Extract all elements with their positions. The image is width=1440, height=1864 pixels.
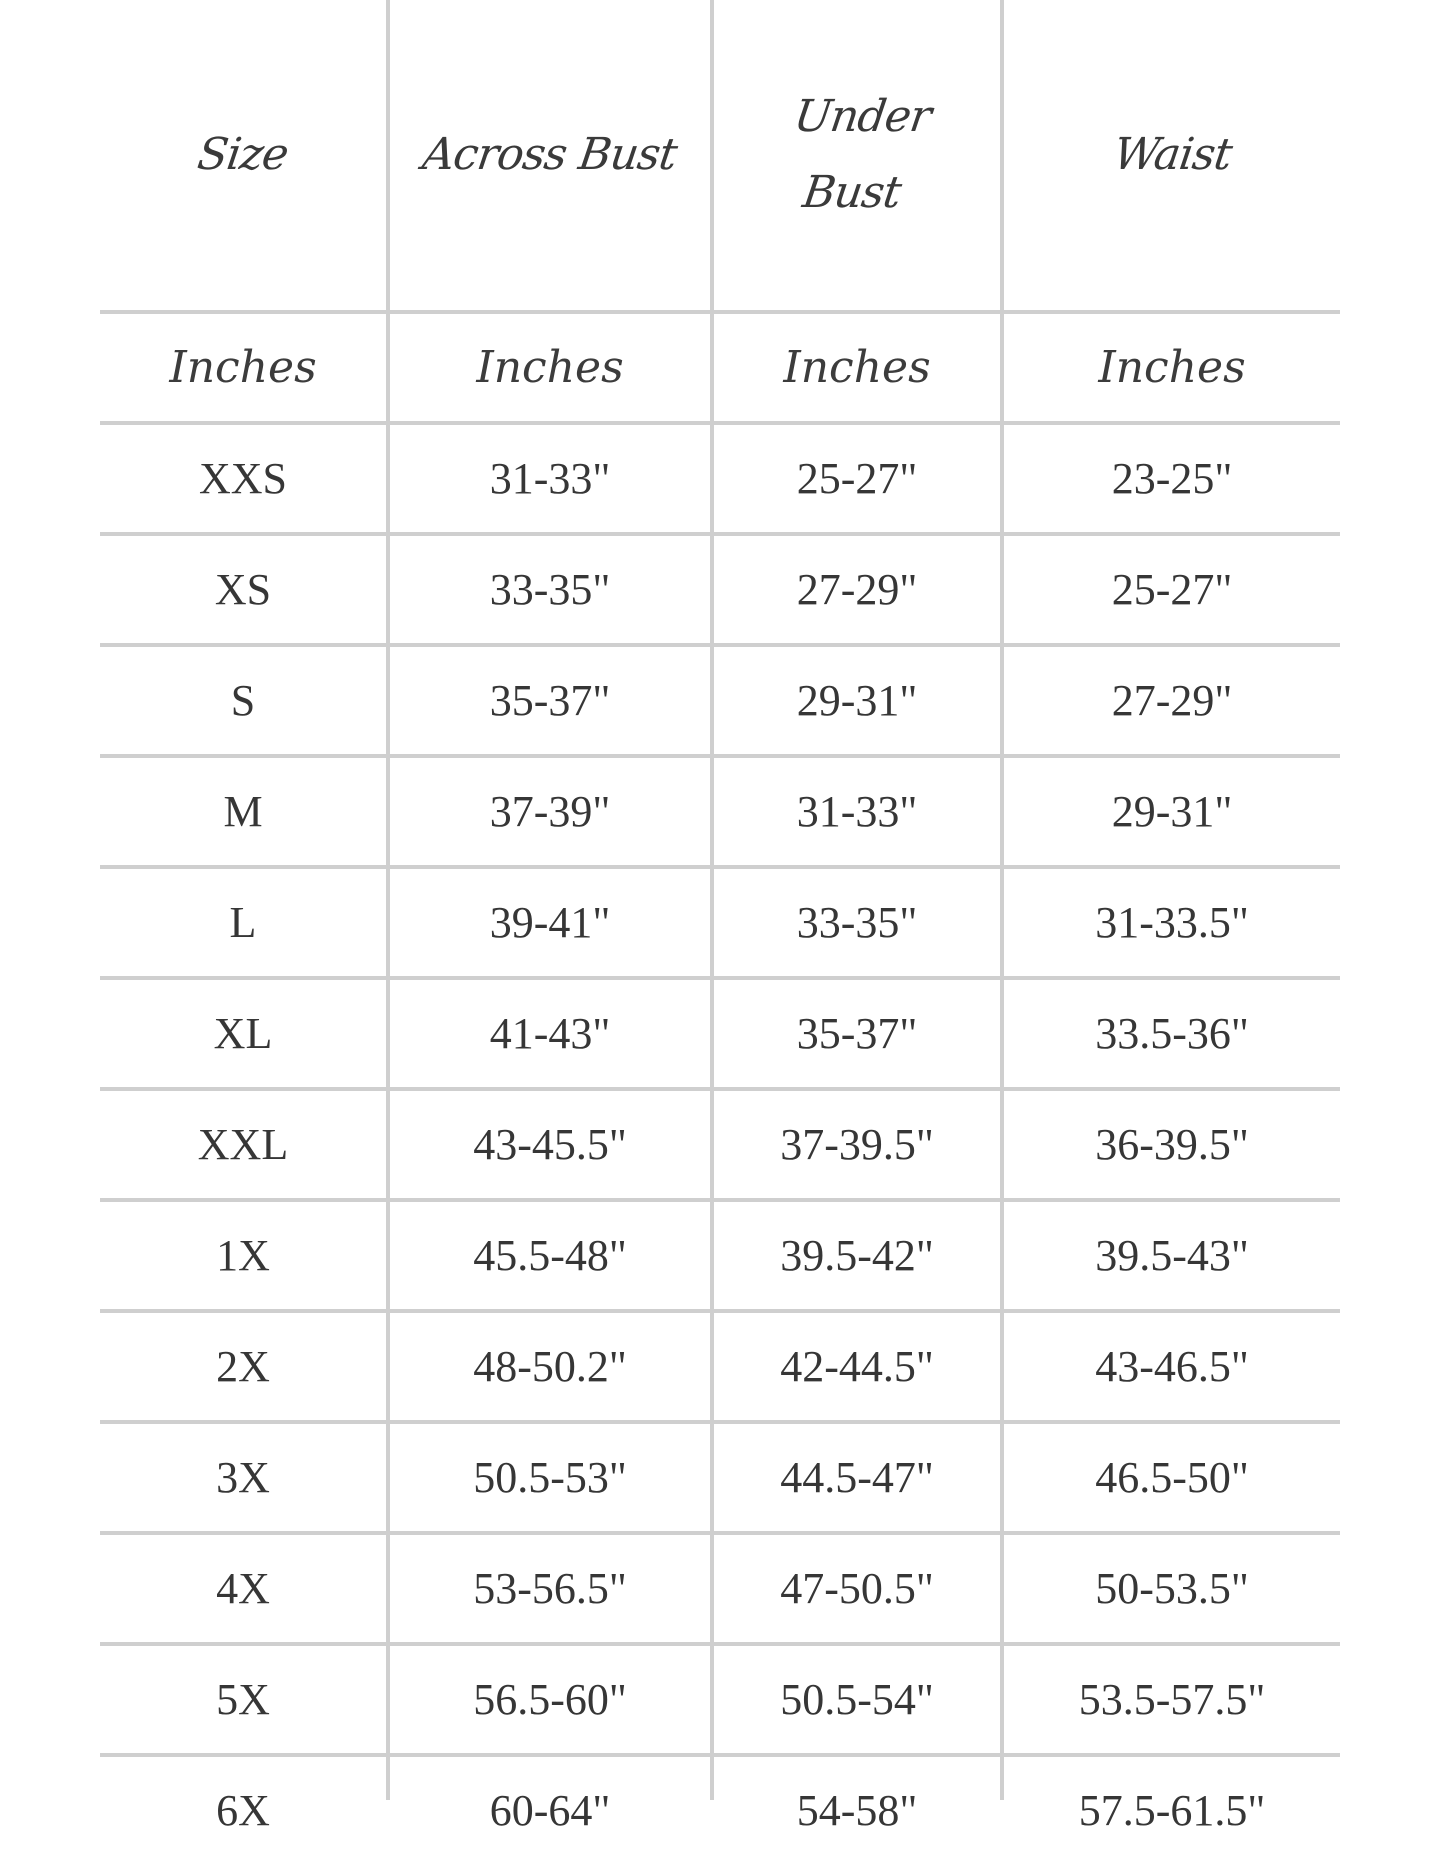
header-waist [1004,0,1340,310]
measurement-cell [714,1424,1000,1531]
measurement-cell [1004,1535,1340,1642]
cell-value: 3X [216,1453,270,1502]
size-cell [100,647,386,754]
cell-value: 39.5-42" [780,1231,934,1280]
measurement-cell [1004,869,1340,976]
size-cell [100,1091,386,1198]
header-under-bust-label: Under Bust [790,91,934,218]
cell-value: 6X [216,1786,270,1835]
row-divider [100,1642,1340,1646]
cell-value: 25-27" [1111,565,1233,614]
measurement-cell [390,869,710,976]
size-chart-table [100,0,1340,1835]
size-cell [100,980,386,1087]
cell-value: 53-56.5" [473,1564,627,1613]
cell-value: XXL [197,1120,289,1169]
cell-value: 27-29" [1111,676,1233,725]
cell-value: 44.5-47" [780,1453,934,1502]
cell-value: S [230,676,256,725]
cell-value: XS [214,565,272,614]
header-size [100,0,386,310]
cell-value: 1X [216,1231,270,1280]
size-cell [100,1424,386,1531]
measurement-cell [390,980,710,1087]
measurement-cell [714,425,1000,532]
measurement-cell [1004,1091,1340,1198]
measurement-cell [390,1202,710,1309]
cell-value: 33-35" [796,898,918,947]
unit-cell [1004,314,1340,421]
row-divider [100,865,1340,869]
cell-value: 29-31" [1111,787,1233,836]
measurement-cell [714,1091,1000,1198]
row-divider [100,310,1340,314]
header-across-bust [390,0,710,310]
cell-value: 60-64" [489,1786,611,1835]
cell-value: 39.5-43" [1095,1231,1249,1280]
cell-value: 23-25" [1111,454,1233,503]
size-cell [100,1646,386,1753]
cell-value: 35-37" [796,1009,918,1058]
size-cell [100,1313,386,1420]
unit-label: Inches [476,342,624,393]
cell-value: 57.5-61.5" [1078,1786,1266,1835]
row-divider [100,754,1340,758]
cell-value: 33.5-36" [1095,1009,1249,1058]
cell-value: 2X [216,1342,270,1391]
header-across-bust-label: Across Bust [419,129,681,180]
cell-value: 43-46.5" [1095,1342,1249,1391]
row-divider [100,1753,1340,1757]
measurement-cell [714,1535,1000,1642]
size-cell [100,425,386,532]
header-size-label: Size [194,129,292,180]
row-divider [100,1420,1340,1424]
cell-value: L [229,898,257,947]
measurement-cell [1004,425,1340,532]
cell-value: 31-33.5" [1095,898,1249,947]
cell-value: 53.5-57.5" [1078,1675,1266,1724]
unit-label: Inches [783,342,931,393]
cell-value: 31-33" [796,787,918,836]
cell-value: 35-37" [489,676,611,725]
cell-value: 50-53.5" [1095,1564,1249,1613]
cell-value: 42-44.5" [780,1342,934,1391]
measurement-cell [390,1757,710,1864]
measurement-cell [714,647,1000,754]
unit-cell [714,314,1000,421]
measurement-cell [390,1424,710,1531]
size-cell [100,1202,386,1309]
row-divider [100,532,1340,536]
measurement-cell [1004,1646,1340,1753]
row-divider [100,1087,1340,1091]
measurement-cell [714,869,1000,976]
measurement-cell [714,1202,1000,1309]
cell-value: 4X [216,1564,270,1613]
size-cell [100,758,386,865]
header-waist-label: Waist [1110,129,1235,180]
row-divider [100,1309,1340,1313]
size-cell [100,869,386,976]
measurement-cell [390,758,710,865]
measurement-cell [714,536,1000,643]
measurement-cell [1004,1424,1340,1531]
cell-value: 41-43" [489,1009,611,1058]
cell-value: XL [213,1009,273,1058]
cell-value: 50.5-54" [780,1675,934,1724]
measurement-cell [1004,1202,1340,1309]
measurement-cell [714,1313,1000,1420]
cell-value: 31-33" [489,454,611,503]
unit-cell [390,314,710,421]
measurement-cell [1004,647,1340,754]
measurement-cell [714,1646,1000,1753]
row-divider [100,421,1340,425]
row-divider [100,976,1340,980]
measurement-cell [1004,980,1340,1087]
measurement-cell [390,1646,710,1753]
cell-value: 47-50.5" [780,1564,934,1613]
cell-value: XXS [198,454,288,503]
cell-value: M [223,787,263,836]
size-cell [100,1757,386,1864]
row-divider [100,1198,1340,1202]
cell-value: 45.5-48" [473,1231,627,1280]
measurement-cell [714,758,1000,865]
cell-value: 46.5-50" [1095,1453,1249,1502]
cell-value: 37-39" [489,787,611,836]
measurement-cell [390,647,710,754]
measurement-cell [714,1757,1000,1864]
unit-label: Inches [169,342,317,393]
cell-value: 39-41" [489,898,611,947]
measurement-cell [390,1535,710,1642]
unit-cell [100,314,386,421]
cell-value: 29-31" [796,676,918,725]
measurement-cell [390,1091,710,1198]
size-cell [100,536,386,643]
measurement-cell [390,425,710,532]
size-cell [100,1535,386,1642]
cell-value: 50.5-53" [473,1453,627,1502]
row-divider [100,643,1340,647]
cell-value: 48-50.2" [473,1342,627,1391]
cell-value: 5X [216,1675,270,1724]
cell-value: 36-39.5" [1095,1120,1249,1169]
cell-value: 56.5-60" [473,1675,627,1724]
cell-value: 27-29" [796,565,918,614]
measurement-cell [1004,758,1340,865]
unit-label: Inches [1098,342,1246,393]
measurement-cell [1004,536,1340,643]
cell-value: 43-45.5" [473,1120,627,1169]
cell-value: 33-35" [489,565,611,614]
cell-value: 37-39.5" [780,1120,934,1169]
row-divider [100,1531,1340,1535]
measurement-cell [390,1313,710,1420]
cell-value: 54-58" [796,1786,918,1835]
measurement-cell [1004,1313,1340,1420]
cell-value: 25-27" [796,454,918,503]
measurement-cell [1004,1757,1340,1864]
header-under-bust [714,0,1000,310]
measurement-cell [714,980,1000,1087]
measurement-cell [390,536,710,643]
